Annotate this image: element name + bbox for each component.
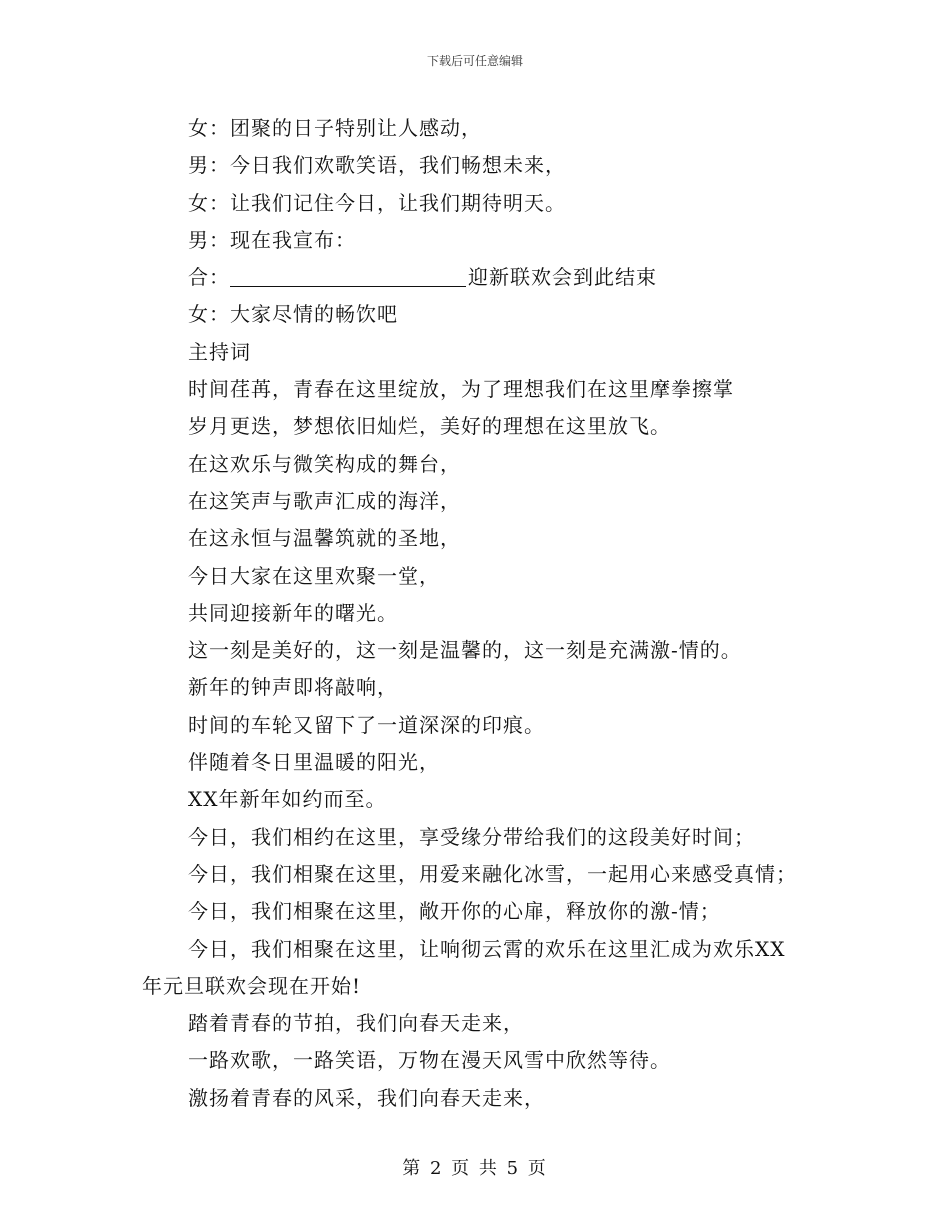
script-line: 今日，我们相聚在这里，让响彻云霄的欢乐在这里汇成为欢乐XX	[188, 936, 786, 961]
script-line: 共同迎接新年的曙光。	[188, 600, 398, 625]
script-line-closing	[142, 259, 822, 296]
script-line: 这一刻是美好的，这一刻是温馨的，这一刻是充满激-情的。	[188, 638, 742, 663]
script-line: 今日，我们相聚在这里，敞开你的心扉，释放你的激-情；	[188, 899, 721, 924]
fill-in-blank	[230, 264, 466, 287]
section-heading: 主持词	[188, 339, 251, 364]
script-line: 男：今日我们欢歌笑语，我们畅想未来，	[188, 153, 566, 178]
script-line: 今日大家在这里欢聚一堂，	[188, 563, 440, 588]
script-line-continuation: 年元旦联欢会现在开始!	[142, 973, 362, 998]
script-line: 一路欢歌，一路笑语，万物在漫天风雪中欣然等待。	[188, 1048, 671, 1073]
script-line: 踏着青春的节拍，我们向春天走来，	[188, 1011, 524, 1036]
closing-text: 迎新联欢会到此结束	[468, 265, 657, 290]
script-line: 女：让我们记住今日，让我们期待明天。	[188, 190, 566, 215]
script-line: XX年新年如约而至。	[188, 787, 387, 812]
page-number: 第 2 页 共 5 页	[402, 1158, 548, 1179]
speaker-label: 合：	[188, 265, 230, 290]
script-line: 女：大家尽情的畅饮吧	[188, 302, 398, 327]
script-line: 在这欢乐与微笑构成的舞台，	[188, 451, 461, 476]
script-line: 在这永恒与温馨筑就的圣地，	[188, 526, 461, 551]
script-line: 伴随着冬日里温暖的阳光，	[188, 750, 440, 775]
header-note: 下载后可任意编辑	[426, 54, 523, 68]
document-body	[142, 110, 822, 1117]
script-line: 今日，我们相聚在这里，用爱来融化冰雪，一起用心来感受真情；	[188, 861, 797, 886]
script-line: 新年的钟声即将敲响，	[188, 675, 398, 700]
script-line: 在这笑声与歌声汇成的海洋，	[188, 488, 461, 513]
script-line: 男：现在我宣布：	[188, 227, 356, 252]
script-line: 岁月更迭，梦想依旧灿烂，美好的理想在这里放飞。	[188, 414, 671, 439]
script-line: 时间的车轮又留下了一道深深的印痕。	[188, 712, 545, 737]
script-line: 今日，我们相约在这里，享受缘分带给我们的这段美好时间；	[188, 824, 755, 849]
script-line: 女：团聚的日子特别让人感动，	[188, 116, 482, 140]
script-line: 激扬着青春的风采，我们向春天走来，	[188, 1085, 545, 1110]
script-line: 时间荏苒，青春在这里绽放，为了理想我们在这里摩拳擦掌	[188, 377, 734, 402]
